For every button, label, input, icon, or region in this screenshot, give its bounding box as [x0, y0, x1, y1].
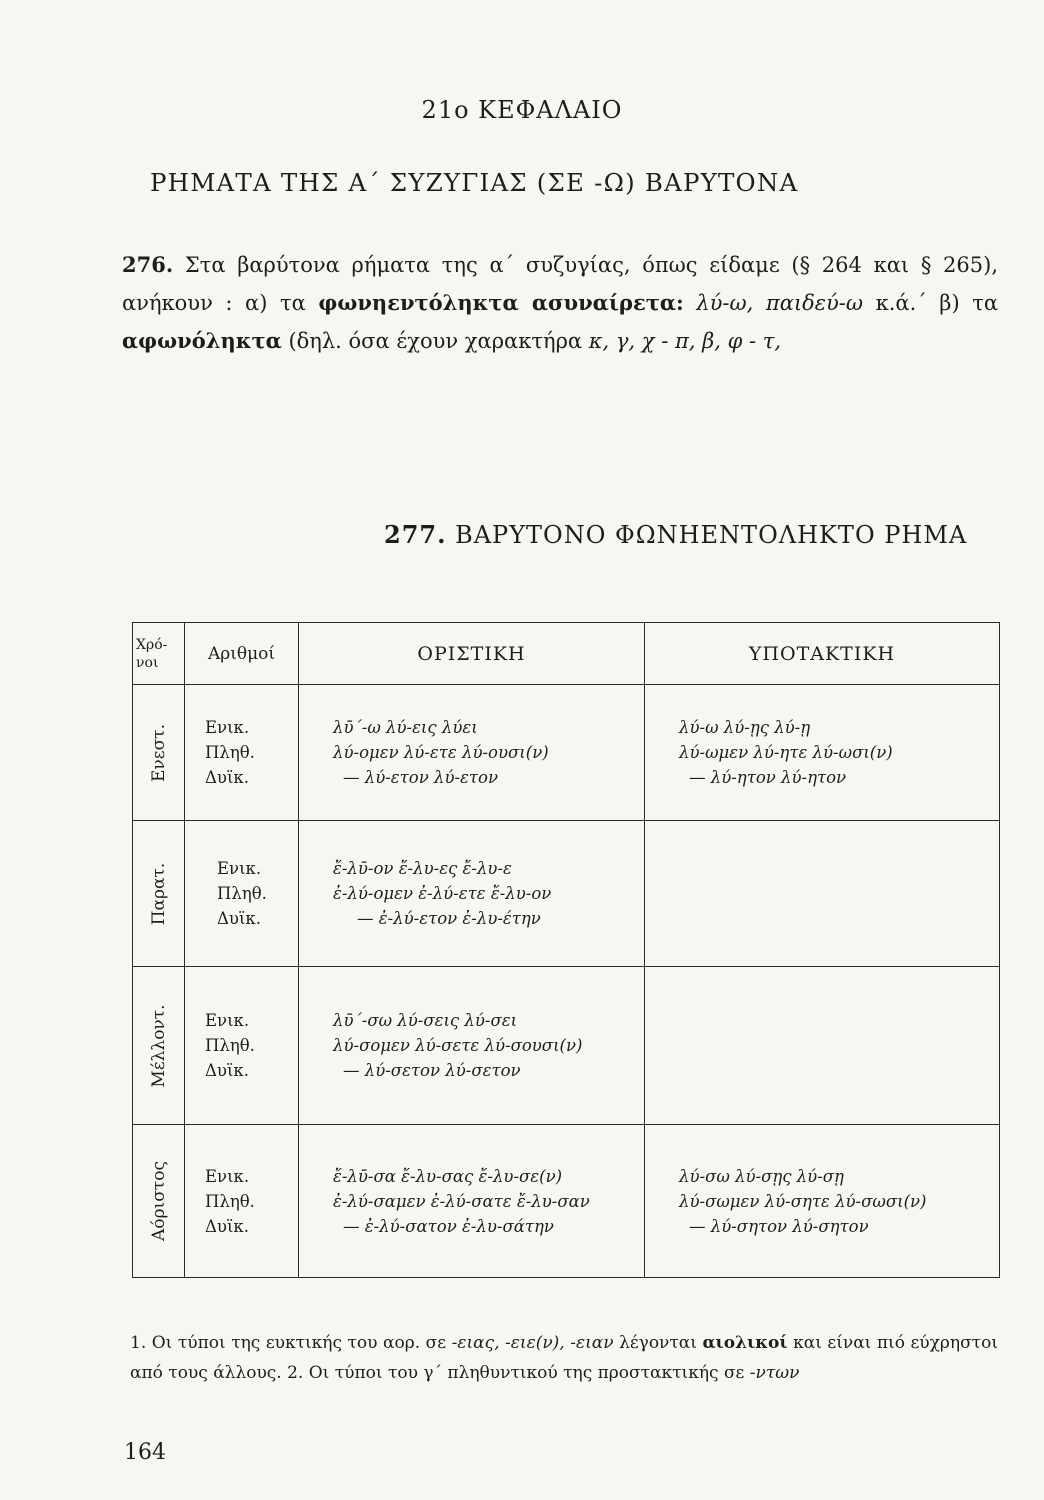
- form-line: ἔ-λῡ-σα ἔ-λυ-σας ἔ-λυ-σε(ν): [333, 1166, 563, 1186]
- number-cell: [185, 685, 299, 821]
- indicative-forms: [299, 1125, 645, 1278]
- form-line: λῡ΄-σω λύ-σεις λύ-σει: [333, 1011, 518, 1030]
- form-line: — λύ-σετον λύ-σετον: [343, 1061, 521, 1080]
- subjunctive-forms: [645, 685, 1000, 821]
- tense-label: Μέλλοντ.: [148, 1003, 169, 1088]
- number-label: Δυϊκ.: [205, 768, 249, 787]
- table-row: [133, 967, 1000, 1125]
- paragraph-text: (δηλ. όσα έχουν χαρακτήρα: [281, 329, 589, 353]
- form-line: λύ-σωμεν λύ-σητε λύ-σωσι(ν): [679, 1191, 927, 1211]
- conjugation-table: [132, 622, 1000, 1278]
- number-label: Ενικ.: [205, 718, 250, 737]
- table-row: [133, 685, 1000, 821]
- form-line: — λύ-σητον λύ-σητον: [689, 1216, 869, 1236]
- number-label: Πληθ.: [205, 1036, 255, 1055]
- table-header-row: [133, 623, 1000, 685]
- form-line: — λύ-ητον λύ-ητον: [689, 768, 847, 787]
- tense-cell: [133, 685, 185, 821]
- tense-cell: [133, 821, 185, 967]
- tense-label: Παρατ.: [148, 862, 169, 925]
- chapter-number: 21ο ΚΕΦΑΛΑΙΟ: [421, 96, 623, 124]
- number-cell: [185, 1125, 299, 1278]
- subjunctive-forms: [645, 821, 1000, 967]
- example-verbs: λύ-ω, παιδεύ-ω: [683, 291, 864, 315]
- footnote: [130, 1328, 998, 1388]
- footnote-endings: -ειας, -ειε(ν), -ειαν: [451, 1333, 614, 1353]
- form-line: λύ-ωμεν λύ-ητε λύ-ωσι(ν): [679, 743, 893, 762]
- number-label: Δυϊκ.: [205, 1061, 249, 1080]
- chapter-title: ΡΗΜΑΤΑ ΤΗΣ Α΄ ΣΥΖΥΓΙΑΣ (ΣΕ -Ω) ΒΑΡΥΤΟΝΑ: [150, 168, 799, 197]
- number-label: Ενικ.: [217, 859, 262, 878]
- indicative-forms: [299, 821, 645, 967]
- form-line: λῡ΄-ω λύ-εις λύει: [333, 718, 478, 737]
- section-number: 277.: [384, 520, 447, 549]
- form-line: ἐ-λύ-ομεν ἐ-λύ-ετε ἔ-λυ-ον: [333, 884, 552, 903]
- footnote-text: λέγονται: [613, 1333, 703, 1353]
- form-line: λύ-ω λύ-ῃς λύ-ῃ: [679, 718, 811, 737]
- table-row: [133, 1125, 1000, 1278]
- header-subjunctive: ΥΠΟΤΑΚΤΙΚΗ: [645, 623, 1000, 685]
- paragraph-number: 276.: [122, 252, 174, 277]
- tense-cell: [133, 1125, 185, 1278]
- bold-term: αφωνόληκτα: [122, 328, 282, 353]
- footnote-text: και είναι πιό εύχρηστοι από τους άλλους. 2. Οι τύποι του γ΄ πληθυντικού της προστακτικής σε: [130, 1333, 998, 1383]
- header-numbers: Αριθμοί: [185, 623, 299, 685]
- footnote-text: 1. Οι τύποι της ευκτικής του αορ. σε: [130, 1333, 452, 1353]
- section-title: ΒΑΡΥΤΟΝΟ ΦΩΝΗΕΝΤΟΛΗΚΤΟ ΡΗΜΑ: [446, 521, 968, 549]
- number-cell: [185, 967, 299, 1125]
- footnote-bold-term: αιολικοί: [702, 1333, 788, 1353]
- tense-cell: [133, 967, 185, 1125]
- section-277-heading: [384, 520, 967, 549]
- paragraph-text: κ.ά.΄ β) τα: [863, 291, 999, 315]
- number-label: Πληθ.: [205, 1191, 255, 1211]
- number-label: Ενικ.: [205, 1166, 250, 1186]
- number-label: Δυϊκ.: [205, 1216, 249, 1236]
- number-label: Πληθ.: [205, 743, 255, 762]
- subjunctive-forms: [645, 967, 1000, 1125]
- form-line: λύ-ομεν λύ-ετε λύ-ουσι(ν): [333, 743, 549, 762]
- paragraph-text: Στα βαρύτονα ρήματα της α΄ συζυγίας, όπως είδαμε (§ 264 και § 265), ανήκουν : α) τα: [122, 253, 998, 315]
- tense-label: Αόριστος: [148, 1161, 169, 1241]
- header-tenses: Χρό- νοι: [133, 623, 185, 685]
- form-line: λύ-σω λύ-σῃς λύ-σῃ: [679, 1166, 844, 1186]
- consonant-list: κ, γ, χ - π, β, φ - τ,: [588, 329, 782, 353]
- number-label: Πληθ.: [217, 884, 267, 903]
- form-line: — ἐ-λύ-σατον ἐ-λυ-σάτην: [343, 1216, 554, 1236]
- footnote-endings: -ντων: [749, 1363, 800, 1383]
- indicative-forms: [299, 685, 645, 821]
- paragraph-276: [122, 246, 998, 360]
- number-cell: [185, 821, 299, 967]
- form-line: ἐ-λύ-σαμεν ἐ-λύ-σατε ἔ-λυ-σαν: [333, 1191, 590, 1211]
- indicative-forms: [299, 967, 645, 1125]
- header-indicative: ΟΡΙΣΤΙΚΗ: [299, 623, 645, 685]
- page-number: 164: [124, 1440, 166, 1465]
- form-line: ἔ-λῡ-ον ἔ-λυ-ες ἔ-λυ-ε: [333, 859, 512, 878]
- form-line: — λύ-ετον λύ-ετον: [343, 768, 499, 787]
- bold-term: φωνηεντόληκτα ασυναίρετα:: [318, 290, 684, 315]
- number-label: Ενικ.: [205, 1011, 250, 1030]
- number-label: Δυϊκ.: [217, 909, 261, 928]
- form-line: λύ-σομεν λύ-σετε λύ-σουσι(ν): [333, 1036, 583, 1055]
- table-row: [133, 821, 1000, 967]
- tense-label: Ενεστ.: [148, 723, 169, 782]
- form-line: — ἐ-λύ-ετον ἐ-λυ-έτην: [357, 909, 541, 928]
- subjunctive-forms: [645, 1125, 1000, 1278]
